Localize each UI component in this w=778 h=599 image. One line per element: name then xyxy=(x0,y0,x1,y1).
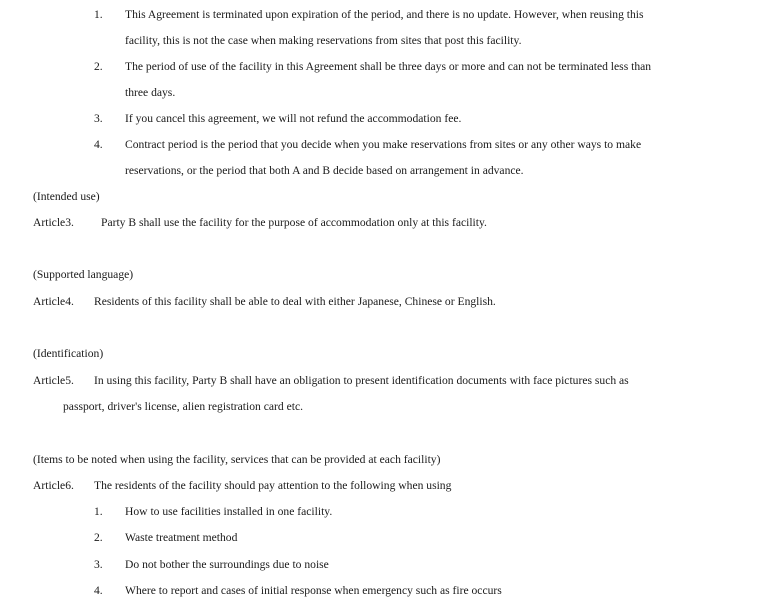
list-number: 3. xyxy=(94,112,103,125)
list-text: If you cancel this agreement, we will not refund the accommodation fee. xyxy=(125,112,462,125)
list-text: Waste treatment method xyxy=(125,531,238,544)
article-body: The residents of the facility should pay attention to the following when using xyxy=(94,479,452,492)
list-number: 2. xyxy=(94,531,103,544)
list-text: facility, this is not the case when making reservations from sites that post this facility. xyxy=(125,34,522,47)
list-text: This Agreement is terminated upon expiration of the period, and there is no update. However, when reusing this xyxy=(125,8,644,21)
article-label: Article6. xyxy=(33,479,74,492)
list-text: How to use facilities installed in one facility. xyxy=(125,505,333,518)
article-heading: (Items to be noted when using the facility, services that can be provided at each facility) xyxy=(33,453,441,466)
article-heading: (Identification) xyxy=(33,347,104,360)
list-number: 4. xyxy=(94,584,103,597)
article-body: Party B shall use the facility for the purpose of accommodation only at this facility. xyxy=(101,216,487,229)
list-text: The period of use of the facility in this Agreement shall be three days or more and can not be terminated less than xyxy=(125,60,652,73)
list-number: 4. xyxy=(94,138,103,151)
article-label: Article4. xyxy=(33,295,74,308)
article-body-continuation: passport, driver's license, alien registration card etc. xyxy=(63,400,303,413)
article-heading: (Supported language) xyxy=(33,268,134,281)
list-text: three days. xyxy=(125,86,176,99)
list-text: reservations, or the period that both A and B decide based on arrangement in advance. xyxy=(125,164,524,177)
list-text: Where to report and cases of initial response when emergency such as fire occurs xyxy=(125,584,502,597)
article-body: In using this facility, Party B shall have an obligation to present identification documents with face pictures such as xyxy=(94,374,629,387)
article-heading: (Intended use) xyxy=(33,190,100,203)
list-text: Contract period is the period that you decide when you make reservations from sites or any other ways to make xyxy=(125,138,642,151)
list-number: 1. xyxy=(94,505,103,518)
list-number: 2. xyxy=(94,60,103,73)
article-label: Article3. xyxy=(33,216,74,229)
article-body: Residents of this facility shall be able to deal with either Japanese, Chinese or English. xyxy=(94,295,496,308)
list-number: 3. xyxy=(94,558,103,571)
list-number: 1. xyxy=(94,8,103,21)
article-label: Article5. xyxy=(33,374,74,387)
list-text: Do not bother the surroundings due to noise xyxy=(125,558,329,571)
